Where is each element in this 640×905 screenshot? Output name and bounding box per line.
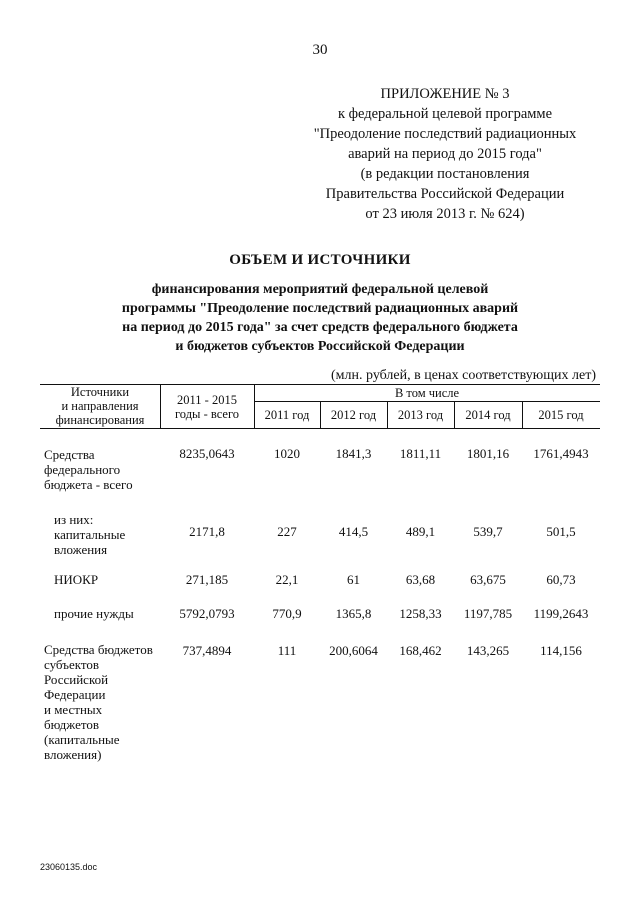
table-row-label: прочие нужды bbox=[54, 606, 134, 621]
table-cell: 1020 bbox=[274, 446, 300, 461]
table-cell: 60,73 bbox=[546, 572, 576, 587]
table-cell: 114,156 bbox=[540, 643, 582, 658]
table-row-label: Средства бюджетов субъектов Российской Федерации и местных бюджетов (капитальные вложения) bbox=[44, 642, 153, 762]
header-year: 2015 год bbox=[538, 408, 584, 422]
table-cell: 1801,16 bbox=[466, 446, 510, 461]
subtitle-line: на период до 2015 года" за счет средств федерального бюджета bbox=[122, 320, 518, 335]
header-year: 2014 год bbox=[465, 408, 511, 422]
table-cell: 737,4894 bbox=[182, 643, 232, 658]
table-cell: 1841,3 bbox=[335, 446, 372, 461]
appendix-line: (в редакции постановления bbox=[360, 166, 530, 182]
table-cell: 414,5 bbox=[338, 524, 369, 539]
table-cell: 22,1 bbox=[275, 572, 299, 587]
table-cell: 489,1 bbox=[405, 524, 436, 539]
appendix-line: аварий на период до 2015 года" bbox=[348, 146, 542, 162]
table-row-label: НИОКР bbox=[54, 572, 99, 587]
table-header-bottom-border bbox=[40, 428, 600, 429]
appendix-line: к федеральной целевой программе bbox=[337, 106, 553, 122]
header-sources: Источники и направления финансирования bbox=[55, 385, 145, 427]
table-row-label: из них: капитальные вложения bbox=[54, 512, 126, 557]
table-cell: 5792,0793 bbox=[179, 606, 235, 621]
appendix-block bbox=[300, 84, 590, 224]
table-cell: 1199,2643 bbox=[533, 606, 589, 621]
table-cell: 8235,0643 bbox=[179, 446, 235, 461]
table-cell: 1258,33 bbox=[399, 606, 442, 621]
table-cell: 227 bbox=[277, 524, 297, 539]
table-cell: 271,185 bbox=[185, 572, 229, 587]
table-cell: 501,5 bbox=[546, 524, 576, 539]
footer-filename: 23060135.doc bbox=[40, 862, 98, 872]
table-cell: 61 bbox=[347, 572, 360, 587]
table-cell: 1365,8 bbox=[335, 606, 372, 621]
subtitle-line: и бюджетов субъектов Российской Федерации bbox=[175, 339, 465, 354]
table-cell: 111 bbox=[277, 643, 297, 658]
subtitle-line: финансирования мероприятий федеральной целевой bbox=[151, 282, 489, 297]
table-cell: 63,68 bbox=[405, 572, 436, 587]
table-cell: 1761,4943 bbox=[533, 446, 589, 461]
table-cell: 1811,11 bbox=[399, 446, 442, 461]
units-note: (млн. рублей, в ценах соответствующих лет) bbox=[331, 368, 596, 383]
page-number: 30 bbox=[312, 42, 328, 58]
document-subtitle bbox=[40, 280, 600, 356]
header-year: 2011 год bbox=[264, 408, 310, 422]
header-year: 2012 год bbox=[330, 408, 377, 422]
header-group: В том числе bbox=[394, 386, 460, 400]
table-cell: 143,265 bbox=[466, 643, 510, 658]
table-cell: 168,462 bbox=[399, 643, 442, 658]
appendix-line: от 23 июля 2013 г. № 624) bbox=[365, 206, 525, 222]
table-group-divider bbox=[254, 401, 600, 402]
table-cell: 200,6064 bbox=[329, 643, 378, 658]
table-cell: 770,9 bbox=[272, 606, 302, 621]
header-year: 2013 год bbox=[397, 408, 444, 422]
appendix-line: ПРИЛОЖЕНИЕ № 3 bbox=[380, 86, 510, 102]
table-cell: 1197,785 bbox=[463, 606, 513, 621]
header-total: 2011 - 2015 годы - всего bbox=[174, 393, 240, 421]
appendix-line: "Преодоление последствий радиационных bbox=[313, 126, 577, 142]
table-row-label: Средства федерального бюджета - всего bbox=[44, 447, 133, 492]
table-cell: 2171,8 bbox=[189, 524, 225, 539]
table-cell: 63,675 bbox=[470, 572, 506, 587]
table-cell: 539,7 bbox=[473, 524, 503, 539]
appendix-line: Правительства Российской Федерации bbox=[325, 186, 565, 202]
document-title: ОБЪЕМ И ИСТОЧНИКИ bbox=[229, 252, 411, 268]
subtitle-line: программы "Преодоление последствий радиационных аварий bbox=[121, 301, 519, 316]
